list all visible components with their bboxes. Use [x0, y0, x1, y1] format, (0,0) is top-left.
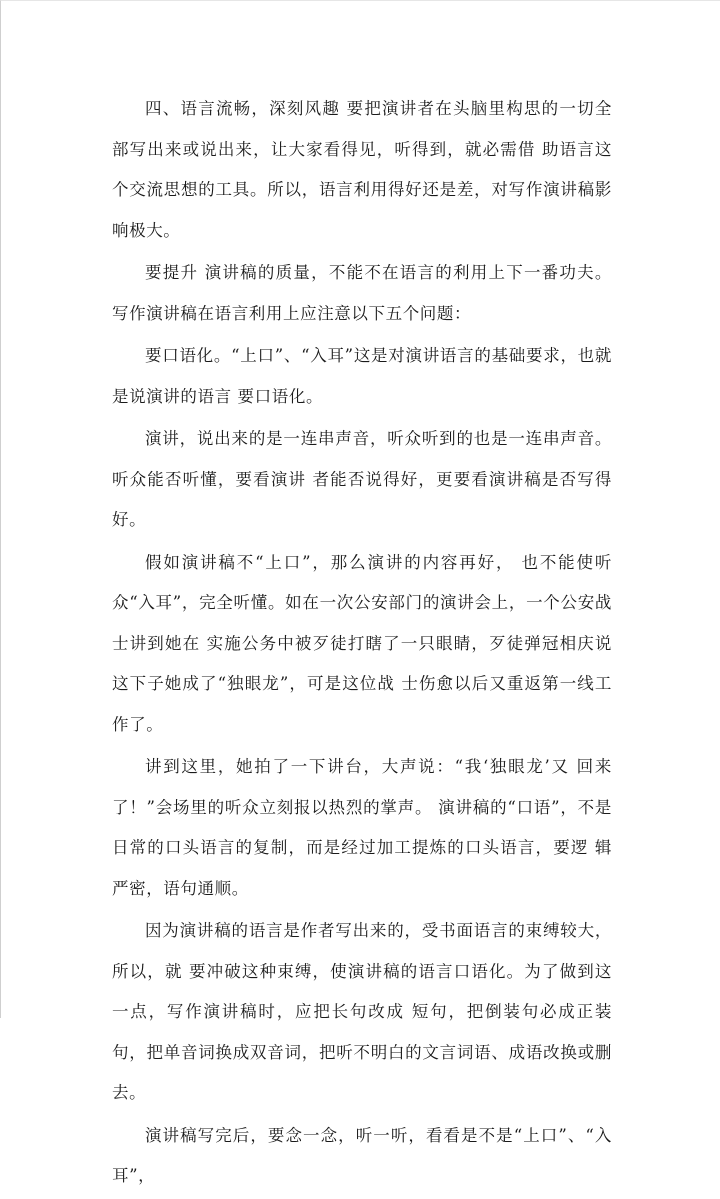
document-body	[112, 89, 612, 1199]
paragraph-read-aloud: 演讲稿写完后，要念一念，听一听，看看是不是“上口”、“入耳”，	[112, 1125, 612, 1185]
paragraph-colloquial: 要口语化。“上口”、“入耳”这是对演讲语言的基础要求，也就是说演讲的语言 要口语化。	[112, 346, 612, 406]
paragraph-written-language: 因为演讲稿的语言是作者写出来的，受书面语言的束缚较大，所以，就 要冲破这种束缚，使演讲稿的语言口语化。为了做到这一点，写作演讲稿时，应把长句改成 短句，把倒装句必成正装句，把单音词换成双音词，把听不明白的文言词语、成语改换或删 去。	[112, 921, 612, 1102]
paragraph-language-fluency: 四、语言流畅，深刻风趣 要把演讲者在头脑里构思的一切全部写出来或说出来，让大家看得见，听得到，就必需借 助语言这个交流思想的工具。所以，语言利用得好还是差，对写作演讲稿影响极大。	[112, 99, 612, 240]
paragraph-applause: 讲到这里，她拍了一下讲台，大声说：“我‘独眼龙’又 回来了！”会场里的听众立刻报以热烈的掌声。 演讲稿的“口语”，不是日常的口头语言的复制，而是经过加工提炼的口头语言，要逻 辑严密，语句通顺。	[112, 757, 612, 898]
paragraph-example: 假如演讲稿不“上口”，那么演讲的内容再好， 也不能使听众“入耳”，完全听懂。如在一次公安部门的演讲会上，一个公安战士讲到她在 实施公务中被歹徒打瞎了一只眼睛，歹徒弹冠相庆说这下子她成了“独眼龙”，可是这位战 士伤愈以后又重返第一线工作了。	[112, 552, 612, 734]
paragraph-improve-quality: 要提升 演讲稿的质量，不能不在语言的利用上下一番功夫。写作演讲稿在语言利用上应注意以下五个问题：	[112, 263, 612, 323]
paragraph-listeners: 演讲，说出来的是一连串声音，听众听到的也是一连串声音。听众能否听懂，要看演讲 者能否说得好，更要看演讲稿是否写得好。	[112, 429, 612, 529]
